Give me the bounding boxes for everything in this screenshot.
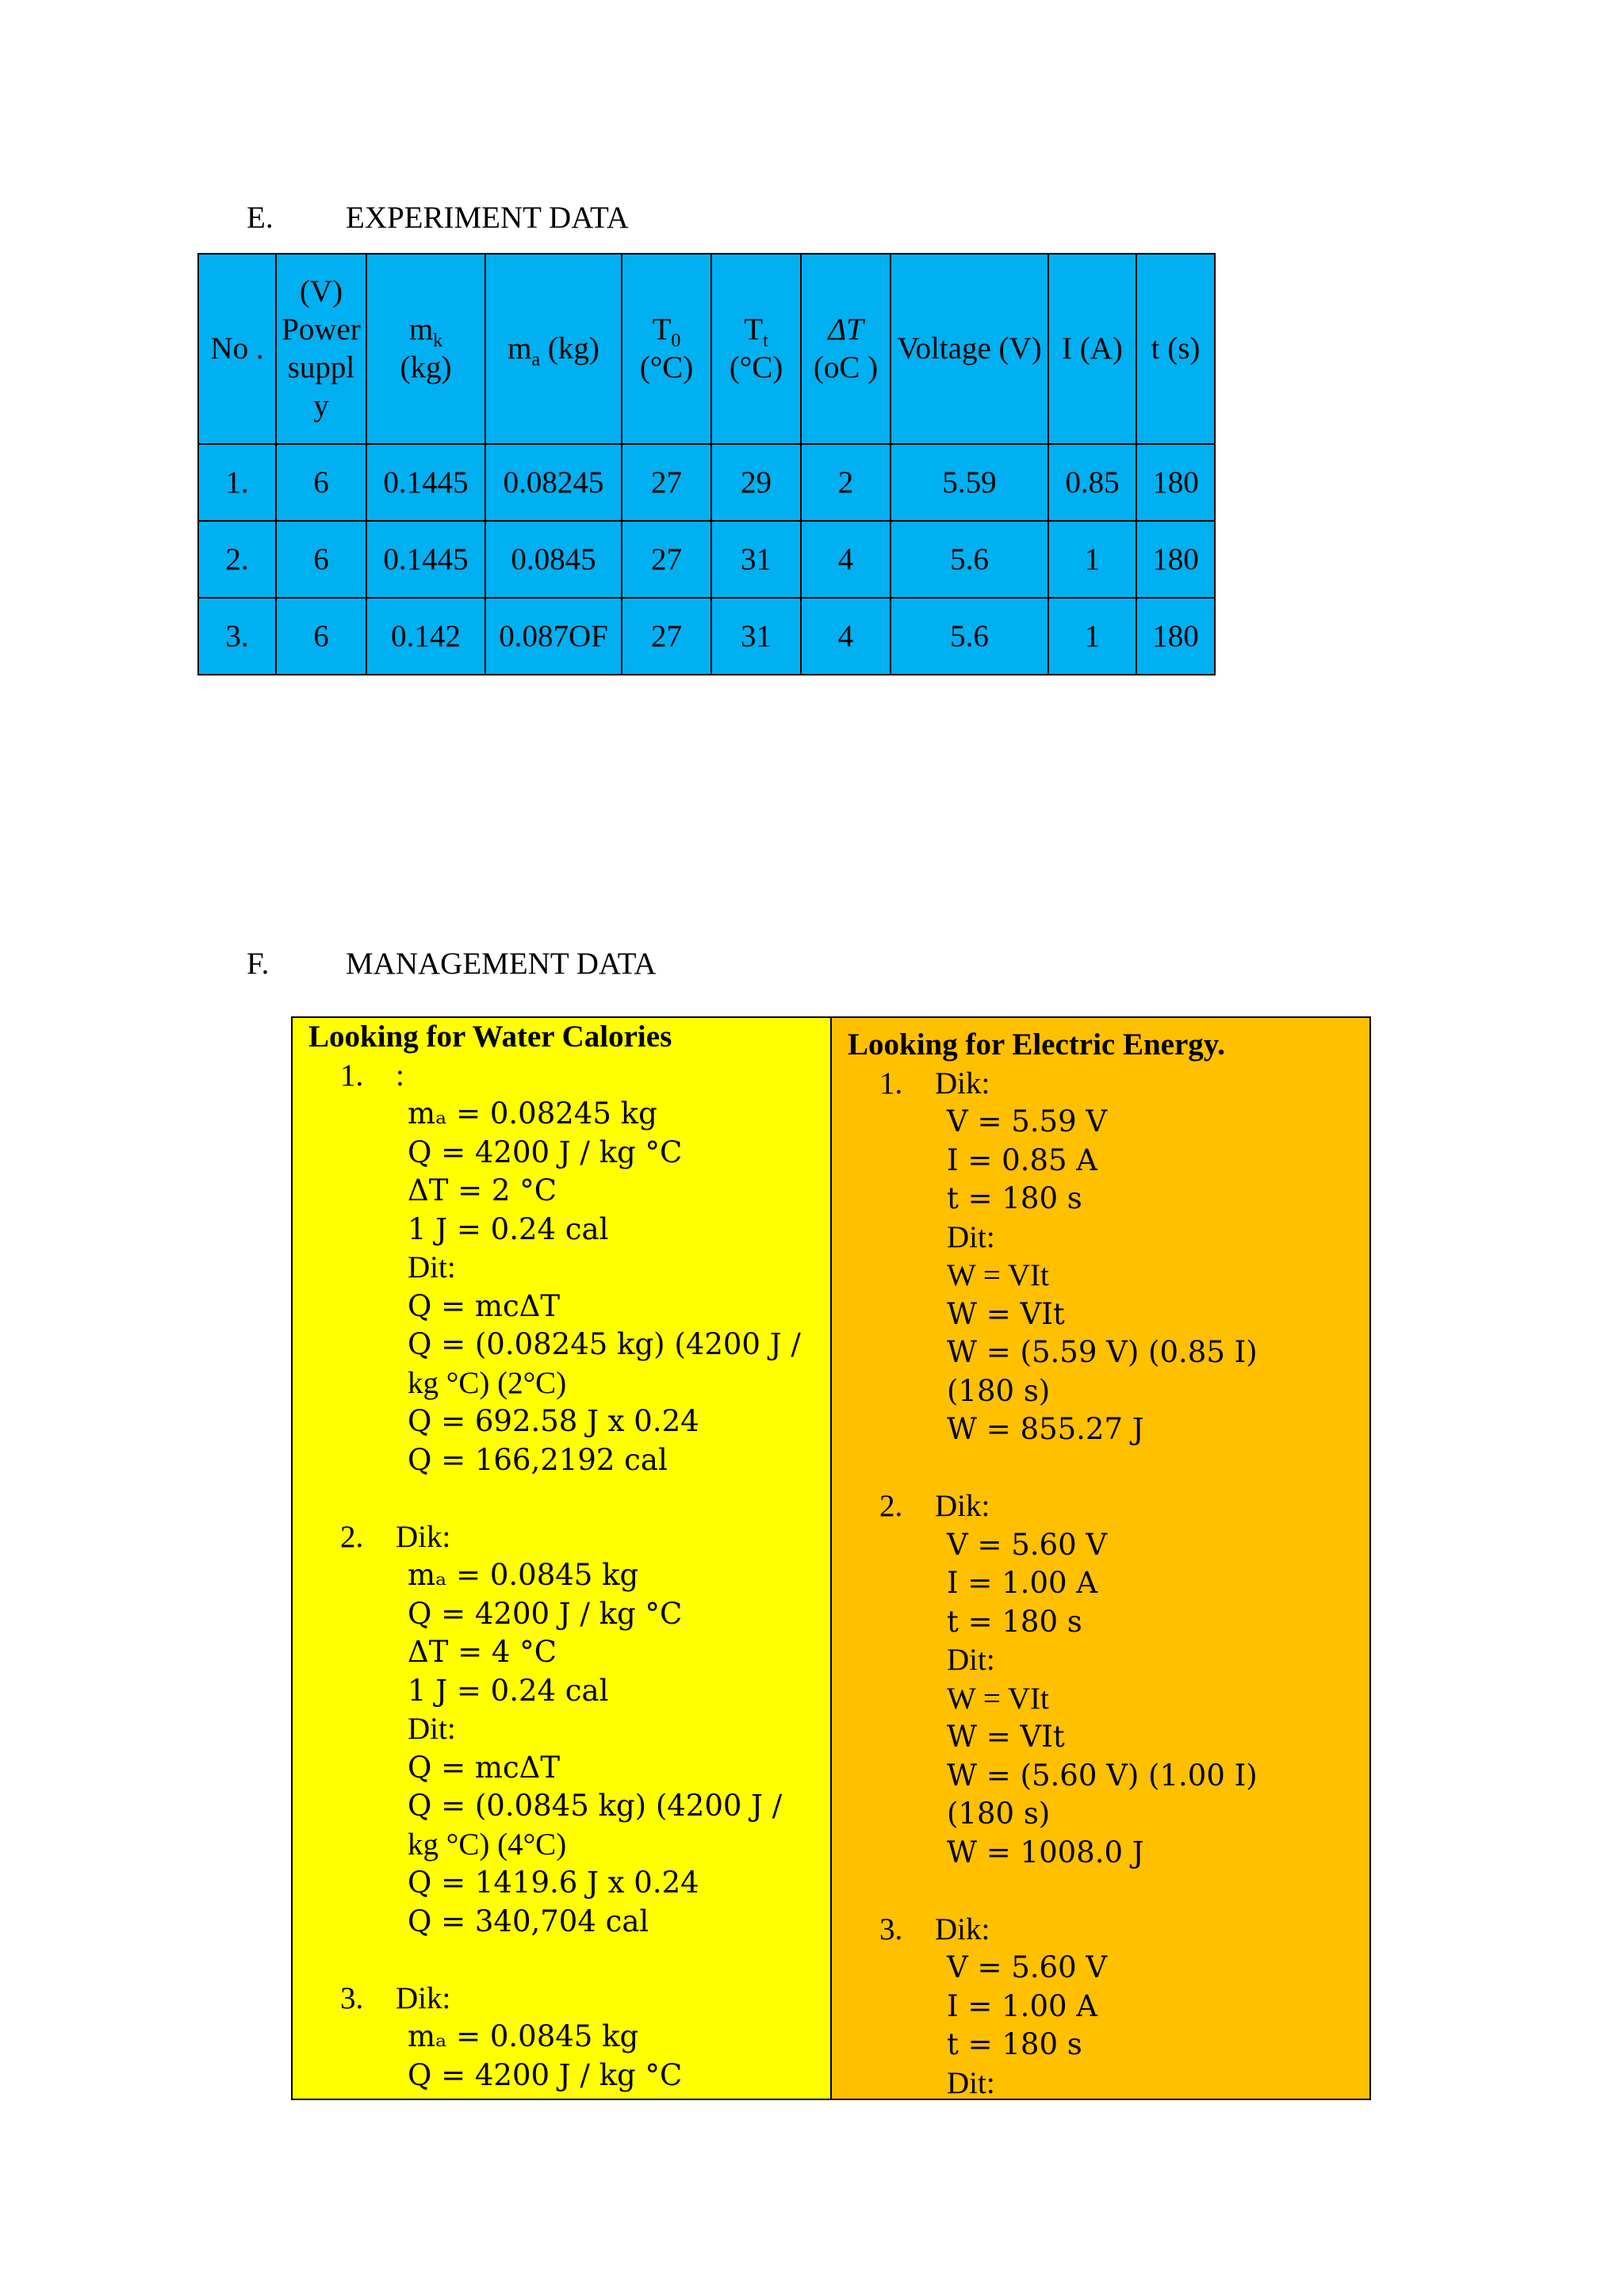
water-line: mₐ = 0.0845 kg xyxy=(408,2019,639,2053)
water-line: kg °C) (2°C) xyxy=(408,1365,567,1400)
header-t0-unit: (°C) xyxy=(639,350,694,385)
energy-line: W = VIt xyxy=(947,1296,1065,1331)
experiment-data-table xyxy=(197,253,1216,675)
cell-delta-t: 4 xyxy=(801,598,891,675)
list-head: Dik: xyxy=(935,1489,990,1523)
header-ma-main: m xyxy=(508,331,532,365)
list-head: Dik: xyxy=(935,1066,990,1100)
table-row xyxy=(198,444,1215,521)
water-calories-column xyxy=(293,1018,832,2099)
cell-ma: 0.08245 xyxy=(485,444,622,521)
energy-item-1 xyxy=(848,1065,1369,1449)
water-line: mₐ = 0.08245 kg xyxy=(408,1096,657,1131)
experiment-header-row xyxy=(198,254,1215,444)
list-number: 2. xyxy=(340,1519,364,1554)
energy-line: I = 0.85 A xyxy=(947,1142,1098,1177)
header-mk xyxy=(366,254,485,444)
list-head: Dik: xyxy=(396,1980,451,2015)
cell-voltage: 5.6 xyxy=(891,521,1048,598)
cell-time: 180 xyxy=(1136,521,1215,598)
water-item-3 xyxy=(308,1980,830,2095)
water-line: 1 J = 0.24 cal xyxy=(408,1211,609,1246)
section-f-letter: F. xyxy=(247,947,270,981)
cell-tt: 29 xyxy=(711,444,801,521)
energy-line: V = 5.60 V xyxy=(947,1950,1108,1984)
water-calories-title: Looking for Water Calories xyxy=(308,1020,672,1054)
section-e-letter: E. xyxy=(247,201,274,235)
cell-current: 1 xyxy=(1048,598,1136,675)
energy-line: Dit: xyxy=(947,2065,995,2099)
water-line: ΔT = 2 °C xyxy=(408,1173,557,1207)
water-line: Dit: xyxy=(408,1712,456,1746)
header-no: No . xyxy=(198,254,276,444)
water-line: ΔT = 4 °C xyxy=(408,1635,557,1669)
list-head: Dik: xyxy=(396,1519,451,1554)
energy-line: t = 180 s xyxy=(947,1604,1082,1639)
list-number: 1. xyxy=(879,1066,903,1100)
water-line: Q = mcΔT xyxy=(408,1288,561,1323)
cell-mk: 0.142 xyxy=(366,598,485,675)
header-t0-main: T xyxy=(652,312,672,346)
water-item-1 xyxy=(308,1057,830,1480)
cell-mk: 0.1445 xyxy=(366,521,485,598)
cell-t0: 27 xyxy=(622,598,711,675)
energy-item-2 xyxy=(848,1487,1369,1872)
water-item-2 xyxy=(308,1518,830,1942)
cell-delta-t: 2 xyxy=(801,444,891,521)
energy-item-3-head xyxy=(848,1911,1369,1950)
energy-line: V = 5.59 V xyxy=(947,1104,1108,1138)
energy-line: W = (5.59 V) (0.85 I) xyxy=(947,1335,1258,1369)
table-row xyxy=(198,521,1215,598)
header-current: I (A) xyxy=(1048,254,1136,444)
energy-line: t = 180 s xyxy=(947,1181,1082,1215)
header-mk-sub: k xyxy=(433,330,443,351)
management-data-table xyxy=(291,1016,1371,2100)
cell-tt: 31 xyxy=(711,521,801,598)
header-ma-sub: a xyxy=(531,349,541,370)
water-line: Q = mcΔT xyxy=(408,1750,561,1785)
header-tt-sub: t xyxy=(763,330,768,351)
header-mk-main: m xyxy=(408,312,434,346)
cell-delta-t: 4 xyxy=(801,521,891,598)
cell-no: 3. xyxy=(198,598,276,675)
energy-line: I = 1.00 A xyxy=(947,1988,1098,2023)
header-tt-unit: (°C) xyxy=(729,350,783,385)
energy-line: W = VIt xyxy=(947,1720,1065,1754)
header-tt xyxy=(711,254,801,444)
energy-line: t = 180 s xyxy=(947,2027,1082,2061)
header-time: t (s) xyxy=(1136,254,1215,444)
cell-current: 0.85 xyxy=(1048,444,1136,521)
header-t0 xyxy=(622,254,711,444)
cell-power: 6 xyxy=(276,598,366,675)
energy-line: V = 5.60 V xyxy=(947,1527,1108,1562)
water-line: 1 J = 0.24 cal xyxy=(408,1673,609,1708)
cell-power: 6 xyxy=(276,521,366,598)
header-power-supply: (V) Power supply xyxy=(276,254,366,444)
energy-line: Dit: xyxy=(947,1643,995,1677)
water-line: Q = 1419.6 J x 0.24 xyxy=(408,1866,699,1900)
list-number: 3. xyxy=(879,1911,903,1946)
header-delta-t-unit: (oC ) xyxy=(813,350,879,385)
cell-time: 180 xyxy=(1136,444,1215,521)
header-mk-unit: (kg) xyxy=(400,350,452,385)
energy-line: Dit: xyxy=(947,1219,995,1254)
cell-no: 2. xyxy=(198,521,276,598)
water-item-2-head xyxy=(308,1518,830,1557)
cell-no: 1. xyxy=(198,444,276,521)
energy-line: (180 s) xyxy=(947,1373,1051,1408)
cell-t0: 27 xyxy=(622,521,711,598)
header-ma xyxy=(485,254,622,444)
water-line: mₐ = 0.0845 kg xyxy=(408,1558,639,1592)
list-number: 2. xyxy=(879,1489,903,1523)
cell-tt: 31 xyxy=(711,598,801,675)
header-voltage: Voltage (V) xyxy=(891,254,1048,444)
list-number: 1. xyxy=(340,1058,364,1093)
header-ma-unit: (kg) xyxy=(547,331,599,365)
cell-ma: 0.0845 xyxy=(485,521,622,598)
water-line: Q = 692.58 J x 0.24 xyxy=(408,1404,699,1438)
header-t0-sub: 0 xyxy=(671,330,681,351)
energy-item-3 xyxy=(848,1911,1369,2099)
cell-time: 180 xyxy=(1136,598,1215,675)
water-line: Q = 4200 J / kg °C xyxy=(408,1135,683,1169)
water-line: Q = (0.0845 kg) (4200 J / xyxy=(408,1789,783,1823)
energy-line: W = (5.60 V) (1.00 I) xyxy=(947,1758,1258,1793)
water-line: kg °C) (4°C) xyxy=(408,1827,567,1862)
water-line: Q = 4200 J / kg °C xyxy=(408,2057,683,2092)
list-head: : xyxy=(396,1058,404,1093)
water-line: Q = (0.08245 kg) (4200 J / xyxy=(408,1327,801,1361)
energy-item-2-head xyxy=(848,1487,1369,1526)
electric-energy-column xyxy=(832,1018,1369,2099)
cell-voltage: 5.6 xyxy=(891,598,1048,675)
list-head: Dik: xyxy=(935,1911,990,1946)
cell-ma: 0.087OF xyxy=(485,598,622,675)
cell-t0: 27 xyxy=(622,444,711,521)
cell-power: 6 xyxy=(276,444,366,521)
water-line: Q = 4200 J / kg °C xyxy=(408,1596,683,1631)
table-row xyxy=(198,598,1215,675)
energy-line: W = VIt xyxy=(947,1681,1049,1716)
cell-mk: 0.1445 xyxy=(366,444,485,521)
energy-line: W = 855.27 J xyxy=(947,1412,1144,1446)
energy-line: W = 1008.0 J xyxy=(947,1835,1144,1869)
section-f-title: MANAGEMENT DATA xyxy=(346,947,657,981)
energy-line: I = 1.00 A xyxy=(947,1566,1098,1600)
electric-energy-title: Looking for Electric Energy. xyxy=(848,1027,1225,1062)
header-tt-main: T xyxy=(744,312,764,346)
water-line: Q = 340,704 cal xyxy=(408,1904,649,1938)
cell-voltage: 5.59 xyxy=(891,444,1048,521)
header-delta-t-main: ΔT xyxy=(828,312,864,346)
cell-current: 1 xyxy=(1048,521,1136,598)
water-line: Q = 166,2192 cal xyxy=(408,1442,668,1477)
energy-line: (180 s) xyxy=(947,1797,1051,1831)
water-item-3-head xyxy=(308,1980,830,2019)
header-delta-t xyxy=(801,254,891,444)
water-line: Dit: xyxy=(408,1250,456,1284)
list-number: 3. xyxy=(340,1980,364,2015)
water-item-1-head xyxy=(308,1057,830,1096)
section-e-title: EXPERIMENT DATA xyxy=(346,201,629,235)
energy-line: W = VIt xyxy=(947,1258,1049,1292)
energy-item-1-head xyxy=(848,1065,1369,1104)
